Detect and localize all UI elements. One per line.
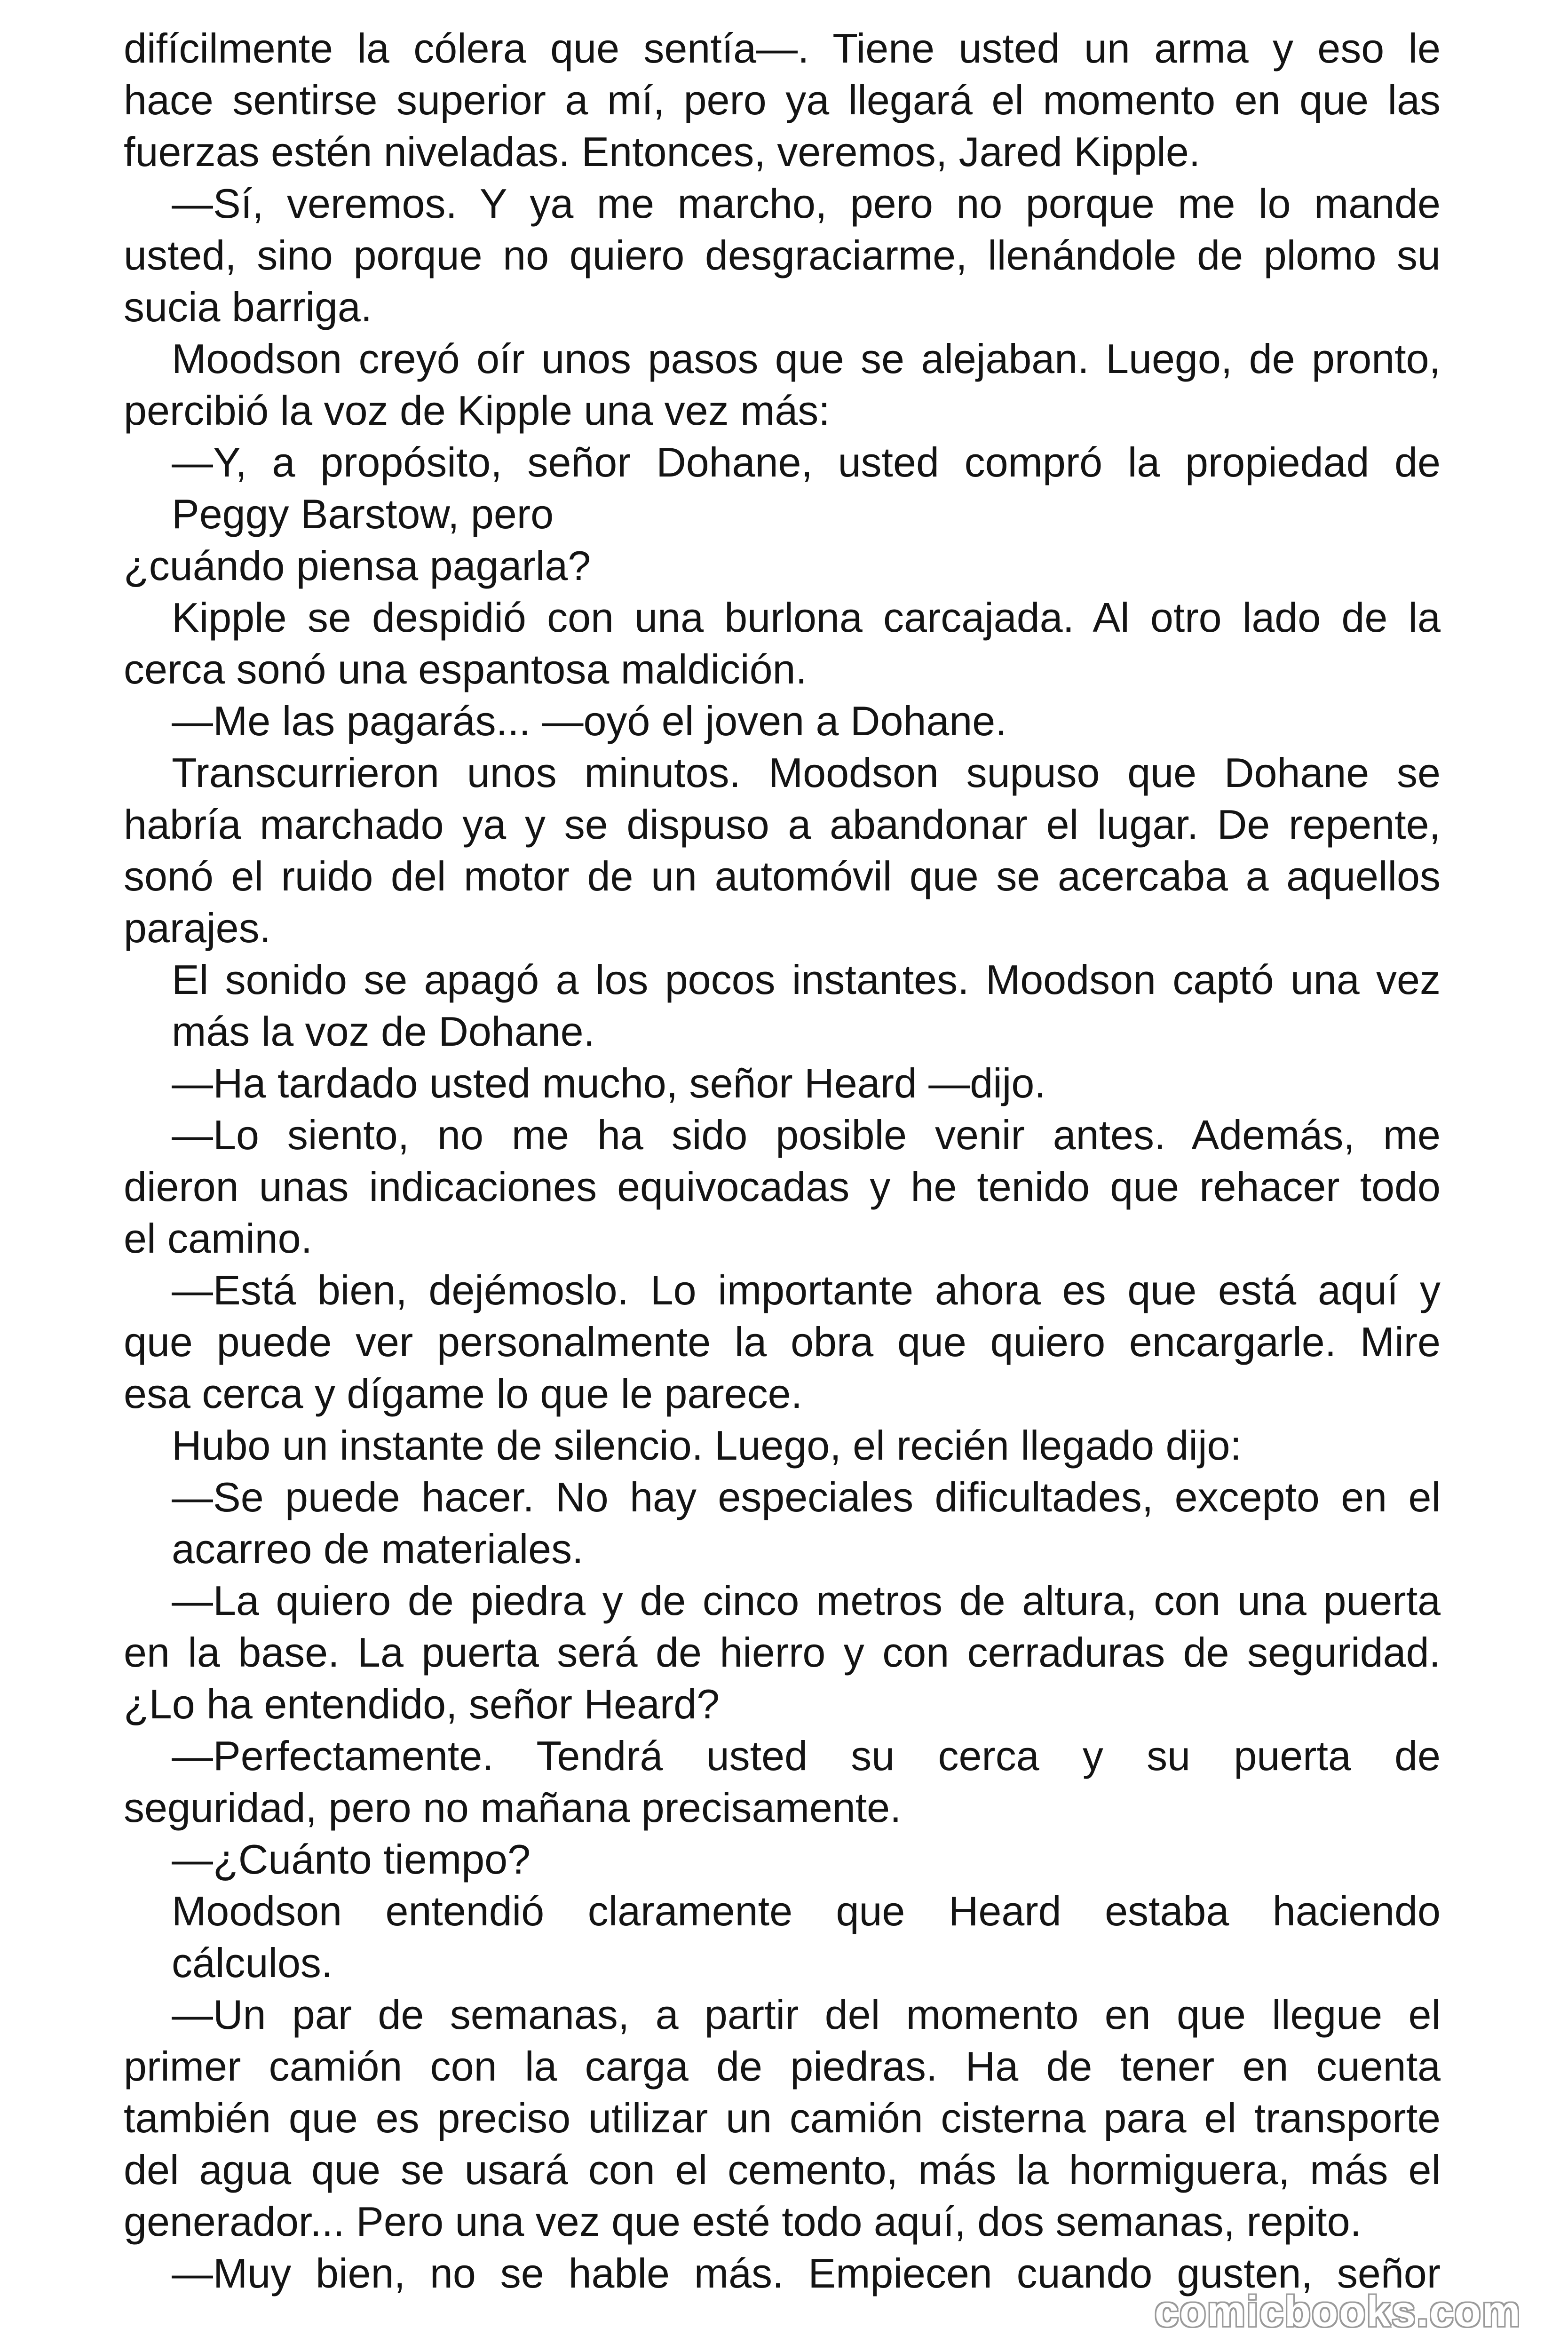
text-line: que puede ver personalmente la obra que quiero encargarle. Mire bbox=[124, 1319, 1441, 1365]
text-line: —La quiero de piedra y de cinco metros de altura, con una puerta bbox=[172, 1577, 1441, 1624]
text-line: del agua que se usará con el cemento, más la hormiguera, más el bbox=[124, 2146, 1441, 2193]
text-line: cerca sonó una espantosa maldición. bbox=[124, 646, 807, 692]
text-line: —Un par de semanas, a partir del momento en que llegue el bbox=[172, 1991, 1441, 2038]
text-line: Kipple se despidió con una burlona carcajada. Al otro lado de la bbox=[172, 594, 1441, 641]
text-line: Moodson entendió claramente que Heard estaba haciendo bbox=[172, 1888, 1441, 1934]
text-line: El sonido se apagó a los pocos instantes. Moodson captó una vez bbox=[172, 956, 1441, 1003]
text-line: Moodson creyó oír unos pasos que se alejaban. Luego, de pronto, bbox=[172, 335, 1441, 382]
text-line: —Perfectamente. Tendrá usted su cerca y su puerta de bbox=[172, 1732, 1441, 1779]
text-line: —Está bien, dejémoslo. Lo importante ahora es que está aquí y bbox=[172, 1267, 1441, 1313]
text-line: percibió la voz de Kipple una vez más: bbox=[124, 387, 830, 434]
text-line: cálculos. bbox=[172, 1939, 333, 1986]
text-line: —¿Cuánto tiempo? bbox=[172, 1836, 531, 1883]
text-line: también que es preciso utilizar un camión cisterna para el transporte bbox=[124, 2095, 1441, 2141]
text-line: difícilmente la cólera que sentía—. Tiene usted un arma y eso le bbox=[124, 25, 1441, 72]
text-line: —Lo siento, no me ha sido posible venir antes. Además, me bbox=[172, 1112, 1441, 1158]
text-line: primer camión con la carga de piedras. Ha de tener en cuenta bbox=[124, 2043, 1441, 2090]
text-line: fuerzas estén niveladas. Entonces, veremos, Jared Kipple. bbox=[124, 128, 1201, 175]
text-line: sonó el ruido del motor de un automóvil que se acercaba a aquellos bbox=[124, 853, 1441, 899]
text-line: —Y, a propósito, señor Dohane, usted compró la propiedad de bbox=[172, 439, 1441, 485]
text-line: esa cerca y dígame lo que le parece. bbox=[124, 1370, 803, 1417]
text-line: —Sí, veremos. Y ya me marcho, pero no porque me lo mande bbox=[172, 180, 1441, 227]
text-line: parajes. bbox=[124, 905, 271, 951]
text-line: dieron unas indicaciones equivocadas y he tenido que rehacer todo bbox=[124, 1163, 1441, 1210]
text-line: el camino. bbox=[124, 1215, 313, 1262]
text-line: —Me las pagarás... —oyó el joven a Dohane. bbox=[172, 698, 1007, 744]
text-line: —Se puede hacer. No hay especiales dificultades, excepto en el bbox=[172, 1474, 1441, 1520]
text-line: hace sentirse superior a mí, pero ya llegará el momento en que las bbox=[124, 77, 1441, 123]
text-line: acarreo de materiales. bbox=[172, 1526, 584, 1572]
text-line: más la voz de Dohane. bbox=[172, 1008, 595, 1055]
watermark-logo: comicbooks.com bbox=[1155, 2288, 1521, 2336]
text-line: seguridad, pero no mañana precisamente. bbox=[124, 1784, 902, 1831]
text-line: sucia barriga. bbox=[124, 284, 372, 330]
text-line: Hubo un instante de silencio. Luego, el recién llegado dijo: bbox=[172, 1422, 1242, 1469]
text-line: generador... Pero una vez que esté todo aquí, dos semanas, repito. bbox=[124, 2198, 1362, 2245]
text-line: Peggy Barstow, pero bbox=[172, 491, 554, 537]
text-line: habría marchado ya y se dispuso a abandonar el lugar. De repente, bbox=[124, 801, 1441, 848]
text-line: ¿Lo ha entendido, señor Heard? bbox=[124, 1681, 720, 1727]
text-line: ¿cuándo piensa pagarla? bbox=[124, 542, 591, 589]
text-line: en la base. La puerta será de hierro y con cerraduras de seguridad. bbox=[124, 1629, 1441, 1676]
text-line: usted, sino porque no quiero desgraciarme, llenándole de plomo su bbox=[124, 232, 1441, 278]
body-text bbox=[124, 23, 1441, 2299]
text-line: Transcurrieron unos minutos. Moodson supuso que Dohane se bbox=[172, 749, 1441, 796]
text-line: —Ha tardado usted mucho, señor Heard —dijo. bbox=[172, 1060, 1046, 1106]
text-line: —Muy bien, no se hable más. Empiecen cuando gusten, señor bbox=[172, 2250, 1441, 2296]
